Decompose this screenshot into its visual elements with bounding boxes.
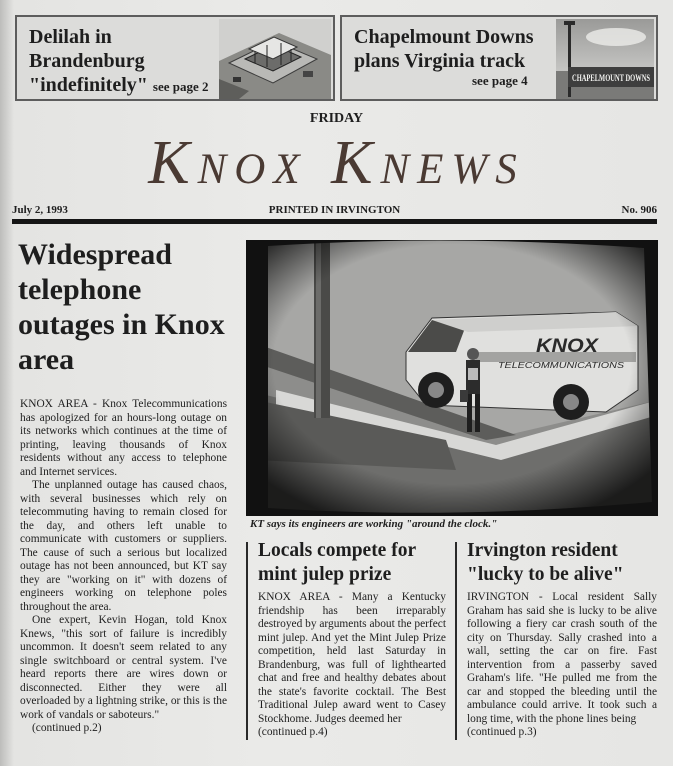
irvington-body — [467, 591, 657, 740]
lead-body — [20, 398, 227, 736]
story-continued[interactable]: (continued p.4) — [258, 726, 328, 738]
teaser-line: Chapelmount Downs — [354, 26, 534, 48]
teaser-chapelmount-text — [354, 25, 533, 73]
teaser-see-page: see page 4 — [472, 73, 528, 88]
issue-date: July 2, 1993 — [12, 204, 68, 216]
teaser-line: Delilah in — [29, 26, 112, 48]
issue-number: No. 906 — [621, 204, 657, 216]
julep-body — [258, 591, 446, 740]
racetrack-sign-text: CHAPELMOUNT DOWNS — [572, 73, 650, 83]
headline-line: Irvington resident — [467, 540, 618, 561]
lead-photo — [246, 240, 658, 516]
telecom-van-image — [246, 240, 658, 516]
teaser-chapelmount[interactable] — [340, 15, 658, 101]
irvington-headline — [467, 539, 667, 587]
teaser-see-page: see page 2 — [152, 79, 209, 94]
racetrack-sign-image — [556, 19, 654, 99]
teaser-line — [29, 73, 209, 99]
story-paragraph: IRVINGTON - Local resident Sally Graham has said she is lucky to be alive following a fiery car crash south of the city on Thursday. Sally crashed into a wall, setting the car on fire. Fast intervention from a passerby saved Graham's life. "He pulled me from the car and stopped the bleeding until the ambulance could arrive. It took such a long time, with the phone lines being — [467, 591, 657, 725]
lead-headline: Widespread telephone outages in Knox area — [18, 238, 225, 376]
headline-line: mint julep prize — [258, 564, 392, 585]
masthead-day: FRIDAY — [309, 111, 364, 126]
lead-paragraph: KNOX AREA - Knox Telecommunications has apologized for an hours-long outage on its networks which continues at the time of printing, leaving thousands of Knox residents without any access to telephone and Internet services. — [20, 398, 227, 478]
teaser-line: plans Virginia track — [354, 50, 526, 72]
lead-paragraph: The unplanned outage has caused chaos, with several businesses which rely on telecommuting having to remain closed for the day, and others left unable to communicate with customers or suppliers. The cause of such a serious but localized outage has not been announced, but KT say they are "working on it" with dozens of engineers working on telephone poles throughout the area. — [20, 479, 227, 613]
photo-caption: KT says its engineers are working "around the clock." — [250, 518, 498, 530]
building-thumbnail-image — [219, 19, 331, 99]
printed-location: PRINTED IN IRVINGTON — [268, 204, 401, 216]
lead-paragraph: One expert, Kevin Hogan, told Knox Knews, "this sort of failure is incredibly uncommon. It doesn't seem related to any single switchboard or central system. I've heard reports there are wires down or disconnected. Either they were all overloaded by a lightning strike, or this is the work of vandals or saboteurs." — [20, 614, 227, 721]
column-divider — [246, 542, 248, 740]
headline-line: Locals compete for — [258, 540, 417, 561]
column-divider — [455, 542, 457, 740]
teaser-line-quote: "indefinitely" — [29, 74, 148, 96]
teaser-delilah-text — [29, 25, 209, 99]
masthead-rule — [12, 219, 657, 224]
story-paragraph: KNOX AREA - Many a Kentucky friendship has been irreparably destroyed by arguments about the perfect mint julep. And yet the Mint Julep Prize competition, held last Saturday in Brandenburg, was full of lighthearted chat and free and healthy debates about the state's favorite cocktail. The Best Traditional Julep award went to Casey Stockhome. Judges deemed her — [258, 591, 446, 725]
teaser-delilah[interactable] — [15, 15, 335, 101]
headline-line: "lucky to be alive" — [467, 564, 624, 585]
story-continued[interactable]: (continued p.3) — [467, 726, 537, 738]
julep-headline — [258, 539, 468, 587]
lead-continued[interactable]: (continued p.2) — [32, 722, 102, 734]
teaser-line: Brandenburg — [29, 50, 145, 72]
masthead-title: Knox Knews — [148, 129, 525, 197]
